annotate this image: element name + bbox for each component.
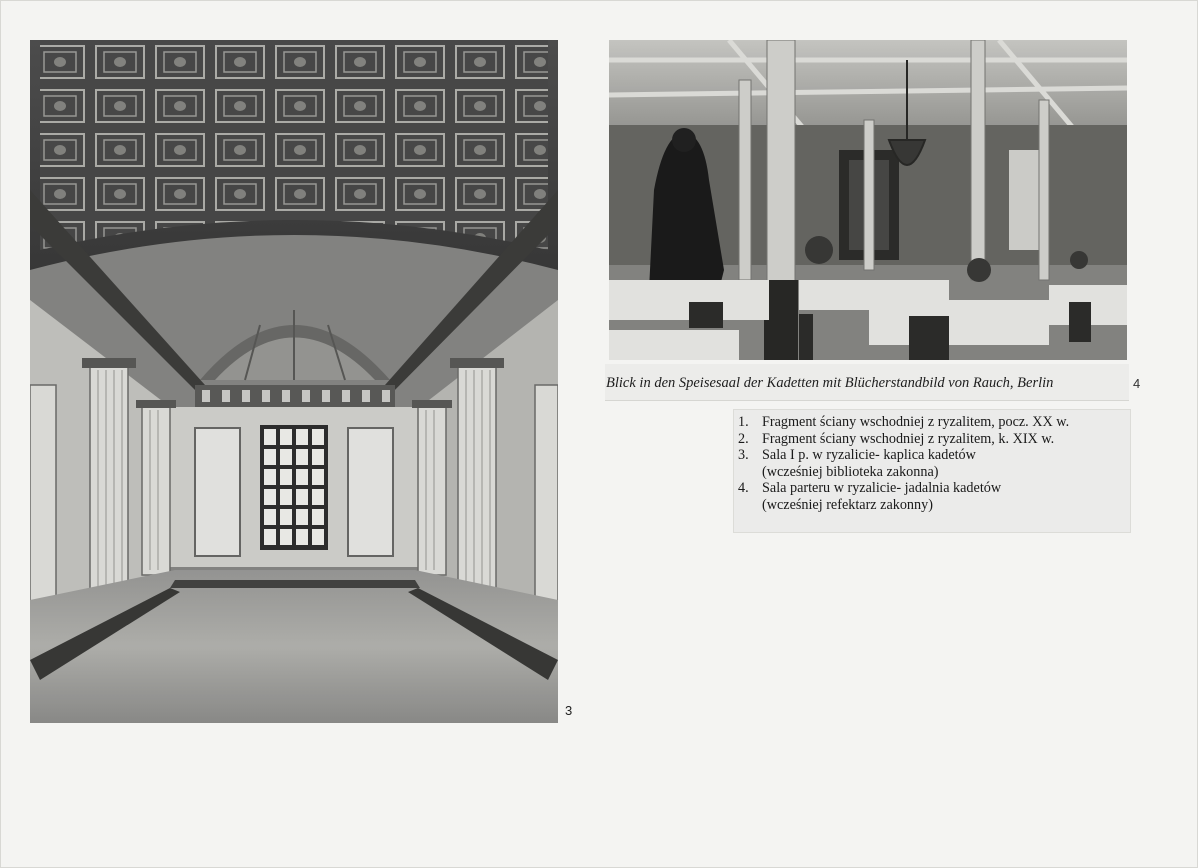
legend-item [738, 431, 1128, 448]
legend-item-text: Fragment ściany wschodniej z ryzalitem, pocz. XX w. [762, 414, 1070, 430]
legend-item-continuation [738, 464, 1128, 481]
legend-item-subtext: (wcześniej biblioteka zakonna) [762, 463, 939, 480]
legend-list [738, 414, 1128, 513]
legend-item-number: 2. [738, 430, 749, 447]
legend-item-continuation [738, 497, 1128, 514]
legend-item [738, 480, 1128, 497]
legend-item-text: Sala I p. w ryzalicie- kaplica kadetów [762, 447, 976, 463]
legend-item [738, 414, 1128, 431]
legend-item-text: Sala parteru w ryzalicie- jadalnia kadetów [762, 480, 1002, 496]
legend-item-number: 3. [738, 447, 749, 463]
legend-item-text: Fragment ściany wschodniej z ryzalitem, k. XIX w. [762, 430, 1055, 447]
dining-hall-photo [609, 40, 1127, 360]
figure-3-number: 3 [565, 703, 573, 718]
legend-item-number: 1. [738, 414, 749, 430]
interior-hall-photo [30, 40, 558, 723]
figure-4-caption: Blick in den Speisesaal der Kadetten mit Blücherstandbild von Rauch, Berlin [606, 375, 1054, 391]
legend-item [738, 447, 1128, 464]
legend-item-subtext: (wcześniej refektarz zakonny) [762, 496, 933, 513]
figure-4-number: 4 [1133, 376, 1141, 391]
legend-item-number: 4. [738, 480, 749, 496]
